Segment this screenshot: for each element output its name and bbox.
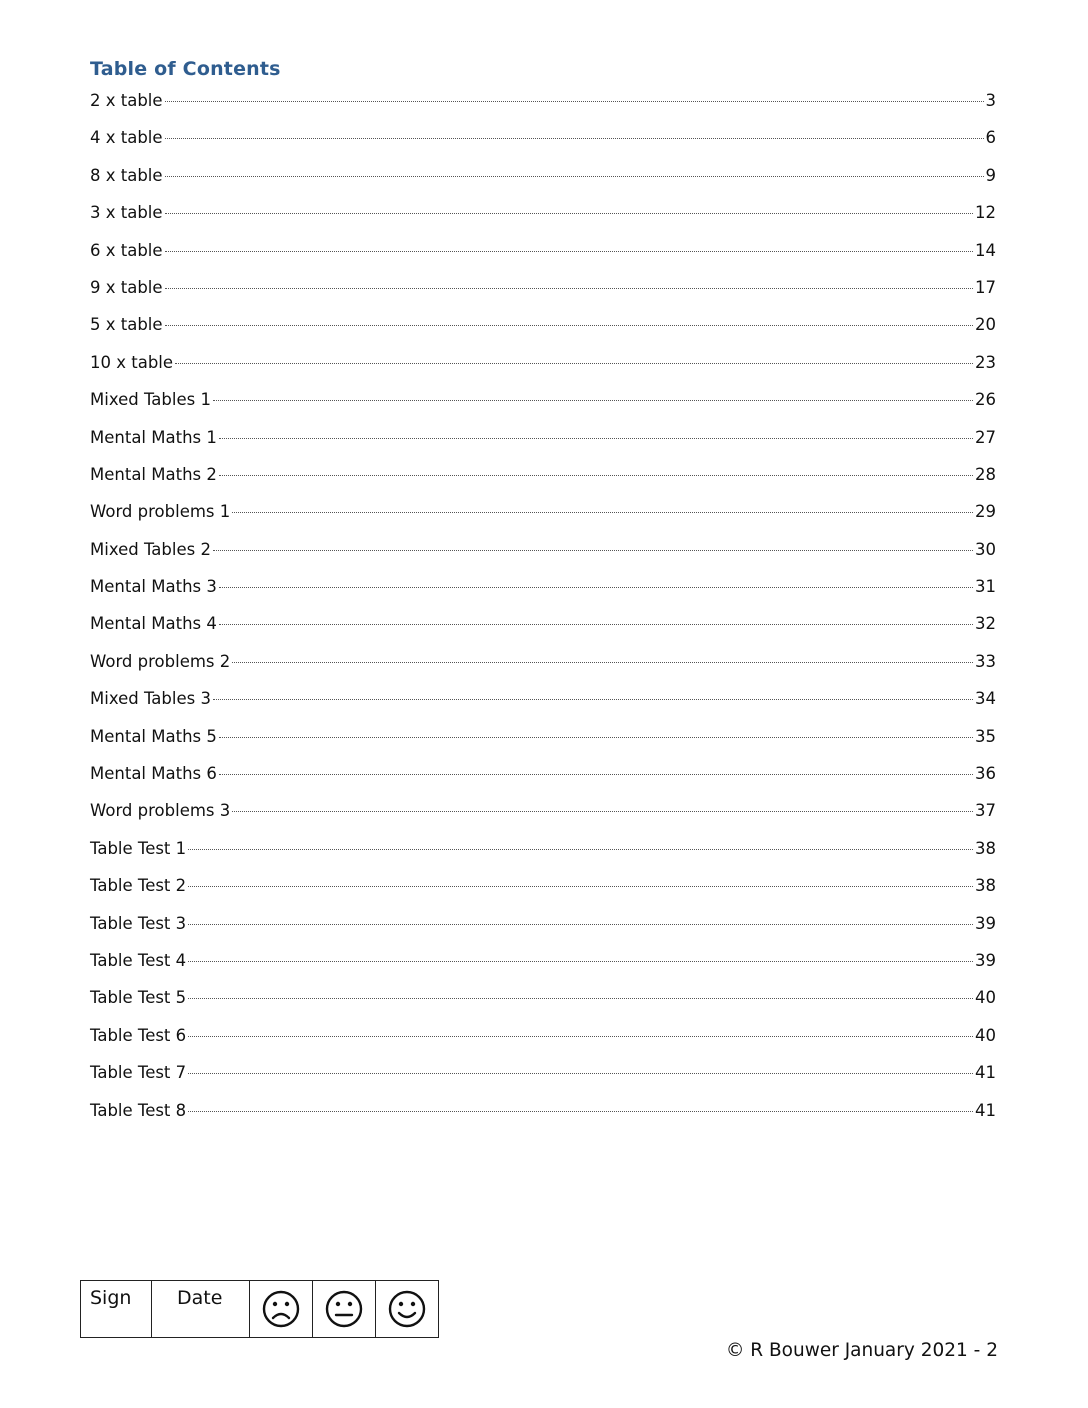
toc-entry-label: Mixed Tables 2 bbox=[90, 539, 211, 559]
toc-entry[interactable] bbox=[90, 948, 996, 985]
toc-entry[interactable] bbox=[90, 462, 996, 499]
toc-entry-label: Table Test 8 bbox=[90, 1100, 187, 1120]
dot-leader bbox=[188, 1036, 973, 1037]
toc-entry-page: 35 bbox=[975, 726, 996, 746]
toc-entry-page: 39 bbox=[975, 950, 996, 970]
dot-leader bbox=[213, 550, 973, 551]
toc-entry-label: Table Test 6 bbox=[90, 1025, 187, 1045]
toc-entry-label: Mental Maths 2 bbox=[90, 464, 217, 484]
dot-leader bbox=[175, 363, 973, 364]
toc-entry-page: 38 bbox=[975, 838, 996, 858]
dot-leader bbox=[232, 662, 973, 663]
date-cell[interactable] bbox=[152, 1281, 250, 1338]
toc-entry[interactable] bbox=[90, 537, 996, 574]
toc-entry-label: Word problems 3 bbox=[90, 801, 231, 821]
toc-entry-page: 20 bbox=[975, 315, 996, 335]
date-label: Date bbox=[177, 1287, 223, 1309]
toc-entry[interactable] bbox=[90, 425, 996, 462]
dot-leader bbox=[165, 288, 973, 289]
toc-entry[interactable] bbox=[90, 125, 996, 162]
dot-leader bbox=[213, 699, 973, 700]
dot-leader bbox=[219, 587, 973, 588]
toc-entry[interactable] bbox=[90, 724, 996, 761]
toc-entry-label: Table Test 5 bbox=[90, 988, 187, 1008]
sad-face-cell[interactable] bbox=[250, 1281, 313, 1338]
toc-entry-label: Mental Maths 1 bbox=[90, 427, 217, 447]
toc-entry[interactable] bbox=[90, 312, 996, 349]
toc-entry-page: 27 bbox=[975, 427, 996, 447]
toc-entry[interactable] bbox=[90, 798, 996, 835]
dot-leader bbox=[213, 400, 973, 401]
toc-entry-page: 36 bbox=[975, 764, 996, 784]
dot-leader bbox=[188, 849, 973, 850]
toc-entry-label: Mental Maths 6 bbox=[90, 764, 217, 784]
toc-entry-page: 40 bbox=[975, 1025, 996, 1045]
toc-entry-label: 4 x table bbox=[90, 128, 163, 148]
toc-entry-page: 33 bbox=[975, 651, 996, 671]
toc-entry-page: 37 bbox=[975, 801, 996, 821]
toc-entry-page: 41 bbox=[975, 1063, 996, 1083]
dot-leader bbox=[219, 475, 973, 476]
toc-entry[interactable] bbox=[90, 350, 996, 387]
toc-entry[interactable] bbox=[90, 836, 996, 873]
toc-entry-page: 41 bbox=[975, 1100, 996, 1120]
toc-entry-label: Table Test 7 bbox=[90, 1063, 187, 1083]
toc-entry-label: Word problems 1 bbox=[90, 502, 231, 522]
toc-entry-label: Table Test 3 bbox=[90, 913, 187, 933]
toc-entry[interactable] bbox=[90, 1023, 996, 1060]
toc-entry-page: 31 bbox=[975, 577, 996, 597]
sign-label: Sign bbox=[90, 1287, 132, 1309]
toc-entry[interactable] bbox=[90, 163, 996, 200]
toc-entry-page: 40 bbox=[975, 988, 996, 1008]
toc-entry-label: Mental Maths 3 bbox=[90, 577, 217, 597]
toc-entry-label: Table Test 1 bbox=[90, 838, 187, 858]
toc-entry-page: 26 bbox=[975, 390, 996, 410]
toc-entry-label: Mixed Tables 3 bbox=[90, 689, 211, 709]
toc-entry[interactable] bbox=[90, 761, 996, 798]
dot-leader bbox=[219, 737, 973, 738]
toc-entry[interactable] bbox=[90, 200, 996, 237]
dot-leader bbox=[232, 512, 973, 513]
toc-entry[interactable] bbox=[90, 985, 996, 1022]
happy-face-cell[interactable] bbox=[376, 1281, 439, 1338]
toc-entry-page: 23 bbox=[975, 352, 996, 372]
toc-entry[interactable] bbox=[90, 686, 996, 723]
dot-leader bbox=[165, 325, 973, 326]
dot-leader bbox=[188, 1073, 973, 1074]
toc-entry[interactable] bbox=[90, 499, 996, 536]
toc-entry-page: 34 bbox=[975, 689, 996, 709]
toc-entry-page: 14 bbox=[975, 240, 996, 260]
toc-entry-page: 32 bbox=[975, 614, 996, 634]
toc-entry-label: Word problems 2 bbox=[90, 651, 231, 671]
dot-leader bbox=[232, 811, 973, 812]
toc-entry-label: 10 x table bbox=[90, 352, 174, 372]
dot-leader bbox=[188, 924, 973, 925]
toc-entry[interactable] bbox=[90, 611, 996, 648]
footer-copyright: © R Bouwer January 2021 - 2 bbox=[725, 1340, 998, 1361]
dot-leader bbox=[165, 251, 973, 252]
toc-entry[interactable] bbox=[90, 387, 996, 424]
toc-entry[interactable] bbox=[90, 1098, 996, 1135]
toc-entry-page: 3 bbox=[985, 91, 996, 110]
dot-leader bbox=[165, 176, 984, 177]
toc-entry-page: 17 bbox=[975, 277, 996, 297]
toc-entry-page: 12 bbox=[975, 203, 996, 223]
toc-entry[interactable] bbox=[90, 649, 996, 686]
toc-entry-label: 6 x table bbox=[90, 240, 163, 260]
toc-entry-label: Mental Maths 5 bbox=[90, 726, 217, 746]
toc-entry-label: 2 x table bbox=[90, 91, 163, 110]
dot-leader bbox=[219, 774, 973, 775]
dot-leader bbox=[188, 961, 973, 962]
sign-table bbox=[80, 1280, 439, 1338]
toc-entry[interactable] bbox=[90, 873, 996, 910]
happy-face-icon bbox=[387, 1289, 427, 1329]
toc-entry-label: 8 x table bbox=[90, 165, 163, 185]
toc-list bbox=[90, 88, 996, 1135]
toc-entry-label: Table Test 4 bbox=[90, 950, 187, 970]
dot-leader bbox=[188, 998, 973, 999]
toc-entry-page: 6 bbox=[985, 128, 996, 148]
neutral-face-icon bbox=[324, 1289, 364, 1329]
toc-entry[interactable] bbox=[90, 1060, 996, 1097]
dot-leader bbox=[188, 886, 973, 887]
toc-entry-page: 28 bbox=[975, 464, 996, 484]
dot-leader bbox=[188, 1111, 973, 1112]
toc-entry[interactable] bbox=[90, 574, 996, 611]
toc-entry-label: Mixed Tables 1 bbox=[90, 390, 211, 410]
toc-entry-label: Mental Maths 4 bbox=[90, 614, 217, 634]
dot-leader bbox=[165, 138, 984, 139]
toc-entry-label: 5 x table bbox=[90, 315, 163, 335]
dot-leader bbox=[165, 213, 973, 214]
sad-face-icon bbox=[261, 1289, 301, 1329]
toc-entry-page: 38 bbox=[975, 876, 996, 896]
toc-entry[interactable] bbox=[90, 88, 996, 125]
toc-entry-page: 9 bbox=[985, 165, 996, 185]
dot-leader bbox=[219, 438, 973, 439]
toc-entry-page: 39 bbox=[975, 913, 996, 933]
toc-title: Table of Contents bbox=[90, 58, 281, 80]
toc-entry[interactable] bbox=[90, 238, 996, 275]
toc-entry-label: 9 x table bbox=[90, 277, 163, 297]
toc-entry[interactable] bbox=[90, 911, 996, 948]
toc-entry[interactable] bbox=[90, 275, 996, 312]
neutral-face-cell[interactable] bbox=[313, 1281, 376, 1338]
sign-cell[interactable] bbox=[81, 1281, 152, 1338]
toc-entry-page: 29 bbox=[975, 502, 996, 522]
toc-entry-page: 30 bbox=[975, 539, 996, 559]
toc-entry-label: Table Test 2 bbox=[90, 876, 187, 896]
dot-leader bbox=[165, 101, 984, 102]
toc-entry-label: 3 x table bbox=[90, 203, 163, 223]
dot-leader bbox=[219, 624, 973, 625]
